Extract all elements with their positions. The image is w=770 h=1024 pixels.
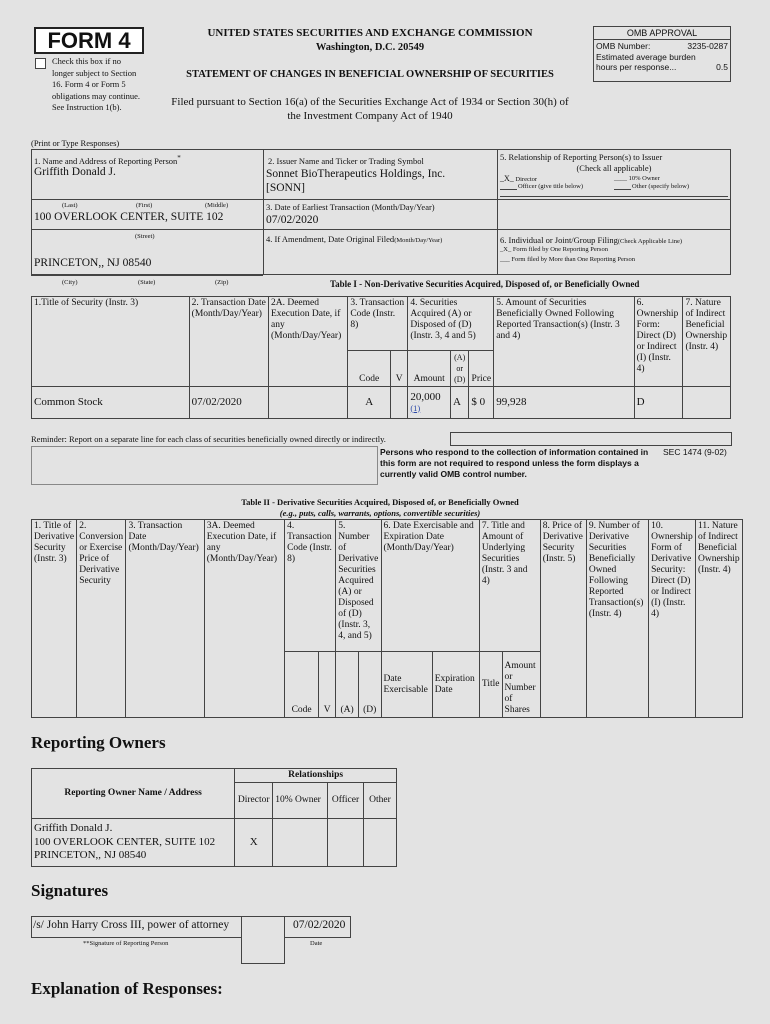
t2-h11: 11. Nature of Indirect Beneficial Ownership (Instr. 4) — [695, 520, 742, 718]
box5-sub: (Check all applicable) — [576, 163, 652, 173]
t1-amount-cell — [408, 387, 451, 419]
sig-label-text: Signature of Reporting Person — [89, 940, 169, 947]
t2-sub-a: (A) — [336, 652, 359, 718]
officer-label: Officer (give title below) — [518, 183, 584, 190]
t2-h1: 1. Title of Derivative Security (Instr. 3) — [32, 520, 77, 718]
table2-title: Table II - Derivative Securities Acquired, Disposed of, or Beneficially Owned — [241, 497, 519, 507]
divider-h2 — [31, 229, 731, 230]
form-title: FORM 4 — [47, 28, 131, 53]
t1-h4: 4. Securities Acquired (A) or Disposed of (D) (Instr. 3, 4 and 5) — [408, 297, 494, 351]
signature-date-label: Date — [310, 940, 323, 947]
ro-other-cell — [364, 819, 397, 867]
table1-row — [32, 387, 731, 419]
t1-sub-v: V — [391, 351, 408, 387]
box4-suffix: (Month/Day/Year) — [394, 237, 443, 244]
t1-h6: 6. Ownership Form: Direct (D) or Indirect (I) (Instr. 4) — [634, 297, 683, 387]
explanation-heading: Explanation of Responses: — [31, 979, 223, 998]
t2-h4: 4. Transaction Code (Instr. 8) — [285, 520, 336, 652]
box6-one: _X_ Form filed by One Reporting Person — [500, 246, 608, 253]
issuer-ticker: [SONN] — [266, 182, 305, 194]
t1-security: Common Stock — [32, 387, 190, 419]
reporting-person-name: Griffith Donald J. — [34, 166, 116, 178]
signature-label — [83, 940, 168, 948]
director-mark: _X_ — [500, 174, 514, 183]
t2-sub-amount: Amount or Number of Shares — [502, 652, 540, 718]
officer-line — [500, 189, 517, 190]
t1-price: $ 0 — [469, 387, 494, 419]
persons-notice: Persons who respond to the collection of information contained in this form are not required to respond unless the form displays a currently valid OMB control number. — [380, 447, 649, 479]
ro-director-mark: X — [235, 819, 273, 867]
issuer-name: Sonnet BioTherapeutics Holdings, Inc. — [266, 168, 446, 180]
box1-label — [34, 153, 181, 166]
ro-col-name: Reporting Owner Name / Address — [32, 769, 235, 819]
t2-sub-title: Title — [479, 652, 502, 718]
label-state: (State) — [138, 279, 156, 286]
ro-owner10-cell — [273, 819, 328, 867]
sec-code: SEC 1474 (9-02) — [663, 447, 727, 457]
agency-location: Washington, D.C. 20549 — [315, 42, 425, 53]
reminder-box — [450, 432, 732, 446]
omb-hours-value: 0.5 — [716, 62, 728, 72]
ro-owner-city: PRINCETON,, NJ 08540 — [34, 849, 147, 862]
t2-h6: 6. Date Exercisable and Expiration Date (Month/Day/Year) — [381, 520, 479, 652]
t2-h3: 3. Transaction Date (Month/Day/Year) — [126, 520, 204, 718]
ro-relationships: Relationships — [235, 769, 397, 783]
divider-city — [31, 275, 263, 276]
table1 — [31, 296, 731, 419]
label-first: (First) — [136, 202, 153, 209]
sig-label-prefix: ** — [83, 940, 90, 947]
t2-sub-date-ex: Date Exercisable — [381, 652, 432, 718]
ro-officer-cell — [328, 819, 364, 867]
t2-sub-v: V — [319, 652, 336, 718]
footnote-1-link[interactable]: (1) — [410, 402, 421, 413]
ro-col-director: Director — [235, 783, 273, 819]
divider-h1 — [31, 199, 497, 200]
reminder-text: Reminder: Report on a separate line for each class of securities beneficially owned directly or indirectly. — [31, 434, 386, 444]
t1-deemed — [268, 387, 347, 419]
t1-owned: 99,928 — [494, 387, 634, 419]
no-longer-subject-checkbox[interactable] — [35, 58, 46, 69]
t2-sub-d: (D) — [358, 652, 381, 718]
t1-sub-aord: (A) or (D) — [451, 351, 469, 387]
divider-h3 — [498, 199, 731, 200]
signature-date: 07/02/2020 — [293, 919, 346, 931]
t2-h2: 2. Conversion or Exercise Price of Derivative Security — [77, 520, 126, 718]
signatures-heading: Signatures — [31, 881, 109, 900]
t2-h8: 8. Price of Derivative Security (Instr. 5) — [540, 520, 586, 718]
label-last: (Last) — [62, 202, 78, 209]
t2-h10: 10. Ownership Form of Derivative Security: Direct (D) or Indirect (I) (Instr. 4) — [649, 520, 696, 718]
box1-star: * — [177, 154, 181, 162]
box5-owner-row — [614, 175, 660, 183]
ro-owner-street: 100 OVERLOOK CENTER, SUITE 102 — [34, 835, 216, 848]
label-zip: (Zip) — [215, 279, 229, 286]
t1-sub-amount: Amount — [408, 351, 451, 387]
box3-label: 3. Date of Earliest Transaction (Month/Day/Year) — [266, 202, 435, 212]
box6-label-text: 6. Individual or Joint/Group Filing — [500, 235, 618, 245]
reporting-person-city: PRINCETON,, NJ 08540 — [34, 257, 152, 269]
box6-label — [500, 235, 682, 246]
omb-number-label: OMB Number: — [596, 41, 651, 51]
omb-approval-box — [593, 26, 731, 82]
owner10-mark: ____ — [614, 175, 627, 182]
ro-col-other: Other — [364, 783, 397, 819]
reporting-owner-row — [32, 819, 397, 867]
ro-owner-cell — [32, 819, 235, 867]
label-city: (City) — [62, 279, 78, 286]
t1-h1: 1.Title of Security (Instr. 3) — [32, 297, 190, 387]
t1-h2: 2. Transaction Date (Month/Day/Year) — [189, 297, 268, 387]
t1-code: A — [348, 387, 391, 419]
t1-sub-price: Price — [469, 351, 494, 387]
t1-sub-code: Code — [348, 351, 391, 387]
table1-title: Table I - Non-Derivative Securities Acquired, Disposed of, or Beneficially Owned — [330, 279, 640, 289]
director-label: Director — [515, 176, 538, 183]
filed-pursuant-line2: the Investment Company Act of 1940 — [287, 110, 453, 122]
officer-title-line — [500, 196, 728, 197]
other-line — [614, 189, 631, 190]
box5-label: 5. Relationship of Reporting Person(s) to Issuer — [500, 152, 663, 162]
signature-text: /s/ John Harry Cross III, power of attorney — [33, 919, 230, 931]
filed-pursuant-line1: Filed pursuant to Section 16(a) of the Securities Exchange Act of 1934 or Section 30(h) of — [171, 96, 569, 108]
statement-title: STATEMENT OF CHANGES IN BENEFICIAL OWNERSHIP OF SECURITIES — [186, 69, 554, 80]
box1-label-text: 1. Name and Address of Reporting Person — [34, 155, 178, 166]
box4-label-text: 4. If Amendment, Date Original Filed — [266, 234, 395, 244]
t1-h5: 5. Amount of Securities Beneficially Owned Following Reported Transaction(s) (Instr. 3 and 4) — [494, 297, 634, 387]
reminder-blank-box — [31, 446, 378, 485]
ro-col-owner10: 10% Owner — [273, 783, 328, 819]
t1-aord: A — [451, 387, 469, 419]
t1-v — [391, 387, 408, 419]
box6-more: ___ Form filed by More than One Reporting Person — [500, 256, 636, 263]
ro-col-officer: Officer — [328, 783, 364, 819]
divider-v2 — [497, 149, 498, 275]
omb-number-value: 3235-0287 — [687, 41, 728, 51]
t1-date: 07/02/2020 — [189, 387, 268, 419]
box6-suffix: (Check Applicable Line) — [617, 238, 683, 245]
table2-subtitle: (e.g., puts, calls, warrants, options, convertible securities) — [279, 508, 481, 518]
omb-title: OMB APPROVAL — [594, 27, 730, 40]
t2-h9: 9. Number of Derivative Securities Beneficially Owned Following Reported Transaction(s) (Instr. 4) — [586, 520, 648, 718]
omb-hours-row — [594, 62, 730, 73]
omb-number-row — [594, 40, 730, 52]
reporting-owners-heading: Reporting Owners — [31, 733, 166, 752]
t1-nature — [683, 387, 731, 419]
reporting-person-street: 100 OVERLOOK CENTER, SUITE 102 — [34, 211, 224, 223]
divider-v1 — [263, 149, 264, 275]
sig-box-mid — [241, 916, 285, 964]
t2-h5: 5. Number of Derivative Securities Acquired (A) or Disposed of (D) (Instr. 3, 4, and 5) — [336, 520, 381, 652]
owner10-label: 10% Owner — [628, 175, 660, 182]
label-street: (Street) — [135, 233, 155, 240]
box2-label: 2. Issuer Name and Ticker or Trading Symbol — [268, 156, 424, 166]
other-label: Other (specify below) — [632, 183, 690, 190]
signature-block — [31, 916, 351, 964]
t2-h7: 7. Title and Amount of Underlying Securities (Instr. 3 and 4) — [479, 520, 540, 652]
t1-h2a: 2A. Deemed Execution Date, if any (Month/Day/Year) — [268, 297, 347, 387]
omb-hours-label: hours per response... — [596, 62, 677, 72]
reporting-owners-table — [31, 768, 397, 867]
t1-h7: 7. Nature of Indirect Beneficial Ownership (Instr. 4) — [683, 297, 731, 387]
table2 — [31, 519, 743, 718]
box4-label — [266, 234, 442, 245]
label-middle: (Middle) — [205, 202, 229, 209]
t1-amount: 20,000 — [410, 390, 441, 403]
checkbox-text: Check this box if no longer subject to Section 16. Form 4 or Form 5 obligations may continue. See Instruction 1(b). — [52, 56, 141, 112]
t2-h3a: 3A. Deemed Execution Date, if any (Month/Day/Year) — [204, 520, 284, 718]
t2-sub-code: Code — [285, 652, 319, 718]
print-type-note: (Print or Type Responses) — [31, 138, 120, 148]
t1-h3: 3. Transaction Code (Instr. 8) — [348, 297, 408, 351]
agency-name: UNITED STATES SECURITIES AND EXCHANGE COMMISSION — [207, 27, 533, 39]
ro-owner-name: Griffith Donald J. — [34, 822, 113, 835]
omb-burden-label: Estimated average burden — [596, 51, 696, 62]
earliest-transaction-date: 07/02/2020 — [266, 214, 319, 226]
t2-sub-exp: Expiration Date — [432, 652, 479, 718]
t1-form: D — [634, 387, 683, 419]
